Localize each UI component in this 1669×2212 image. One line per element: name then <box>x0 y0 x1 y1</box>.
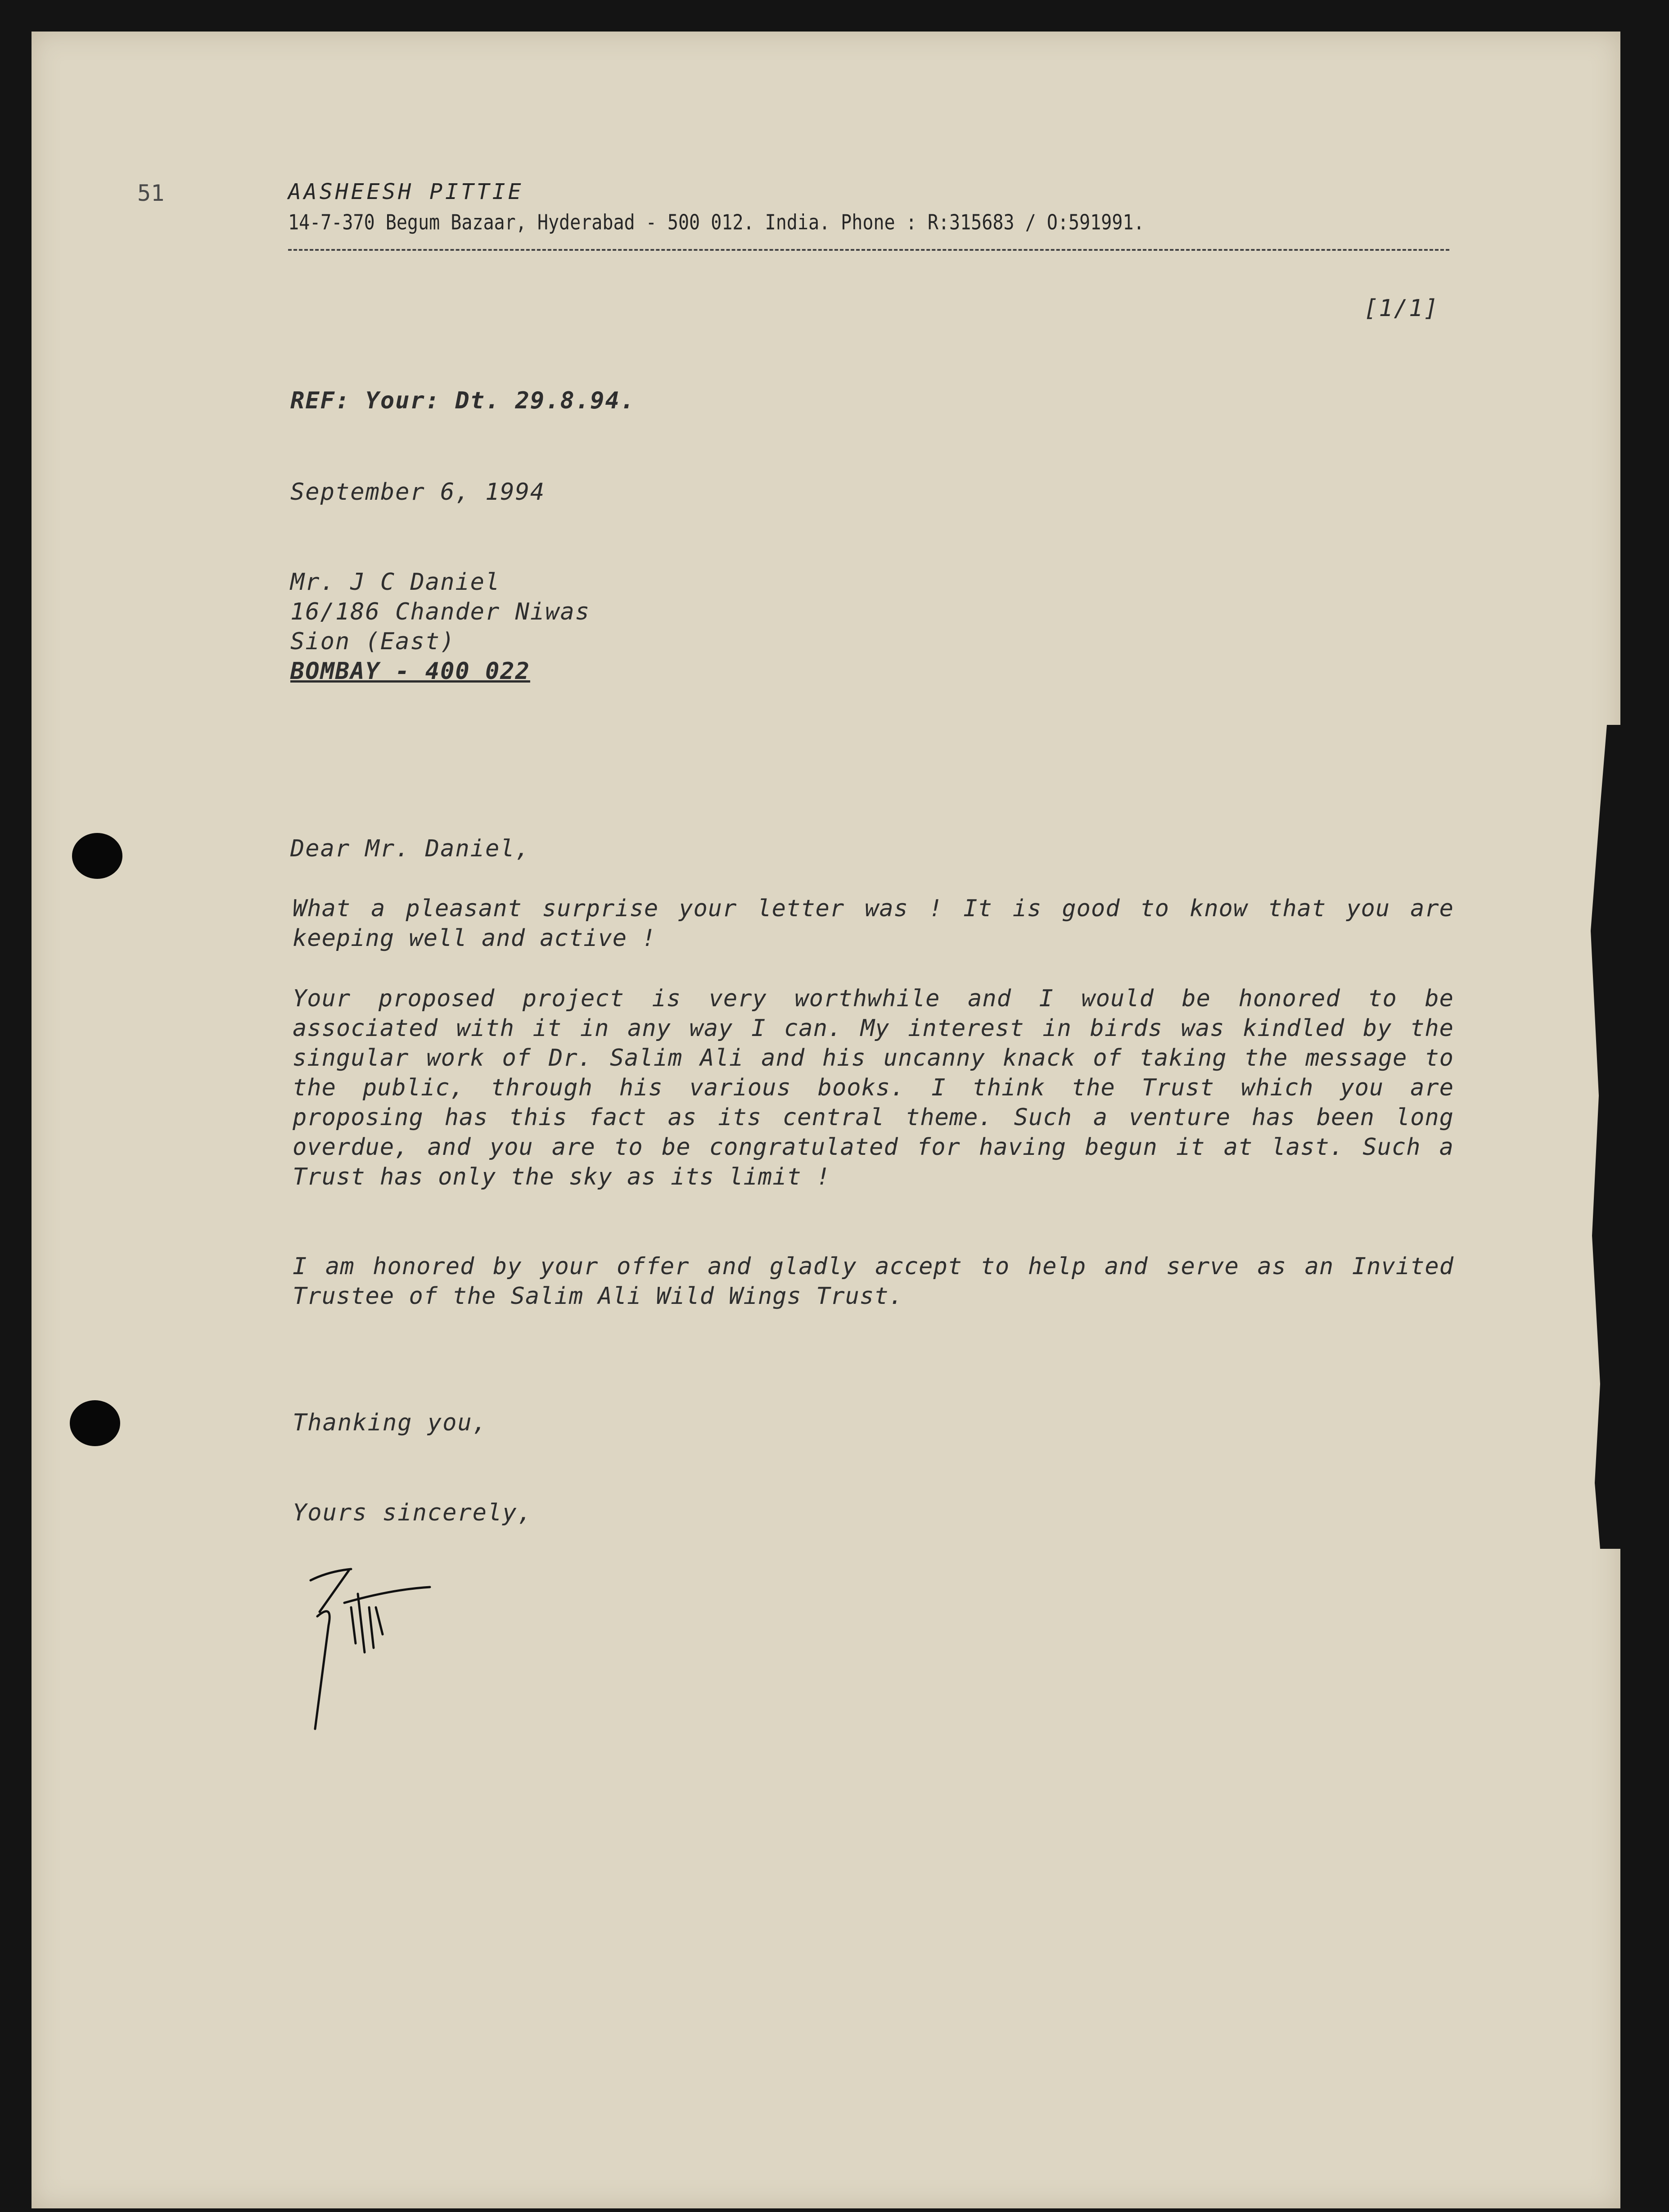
body-paragraph: What a pleasant surprise your letter was ! It is good to know that you are keeping well and active ! <box>293 895 1454 952</box>
body-paragraph: Your proposed project is very worthwhile and I would be honored to be associated with it in any way I can. My interest in birds was kindled by the singular work of Dr. Salim Ali and his uncanny knack of taking the message to the public, through his various books. I think the Trust which you are proposing has this fact as its central theme. Such a venture has been long overdue, and you are to be congratulated for having begun it at last. Such a Trust has only the sky as its limit ! <box>293 985 1454 1190</box>
recipient-locality: Sion (East) <box>290 628 456 655</box>
letter-date: September 6, 1994 <box>290 479 546 506</box>
letterhead-divider <box>288 249 1449 251</box>
letterhead-name: AASHEESH PITTIE <box>288 179 524 204</box>
recipient-city: BOMBAY - 400 022 <box>290 658 530 685</box>
punch-hole <box>72 833 122 879</box>
letterhead-address: 14-7-370 Begum Bazaar, Hyderabad - 500 012. India. Phone : R:315683 / O:591991. <box>288 211 1145 235</box>
closing-signoff: Yours sincerely, <box>293 1499 532 1526</box>
salutation: Dear Mr. Daniel, <box>290 835 530 862</box>
torn-edge <box>1553 725 1620 1549</box>
reference-line: REF: Your: Dt. 29.8.94. <box>290 387 636 414</box>
archive-page-number: 51 <box>137 180 165 206</box>
handwritten-signature <box>302 1562 446 1733</box>
recipient-street: 16/186 Chander Niwas <box>290 598 591 625</box>
punch-hole <box>70 1400 120 1446</box>
recipient-name: Mr. J C Daniel <box>290 569 501 596</box>
page-reference: [1/1] <box>1364 295 1439 322</box>
closing-thanks: Thanking you, <box>293 1409 487 1436</box>
body-paragraph: I am honored by your offer and gladly accept to help and serve as an Invited Trustee of the Salim Ali Wild Wings Trust. <box>293 1253 1454 1310</box>
